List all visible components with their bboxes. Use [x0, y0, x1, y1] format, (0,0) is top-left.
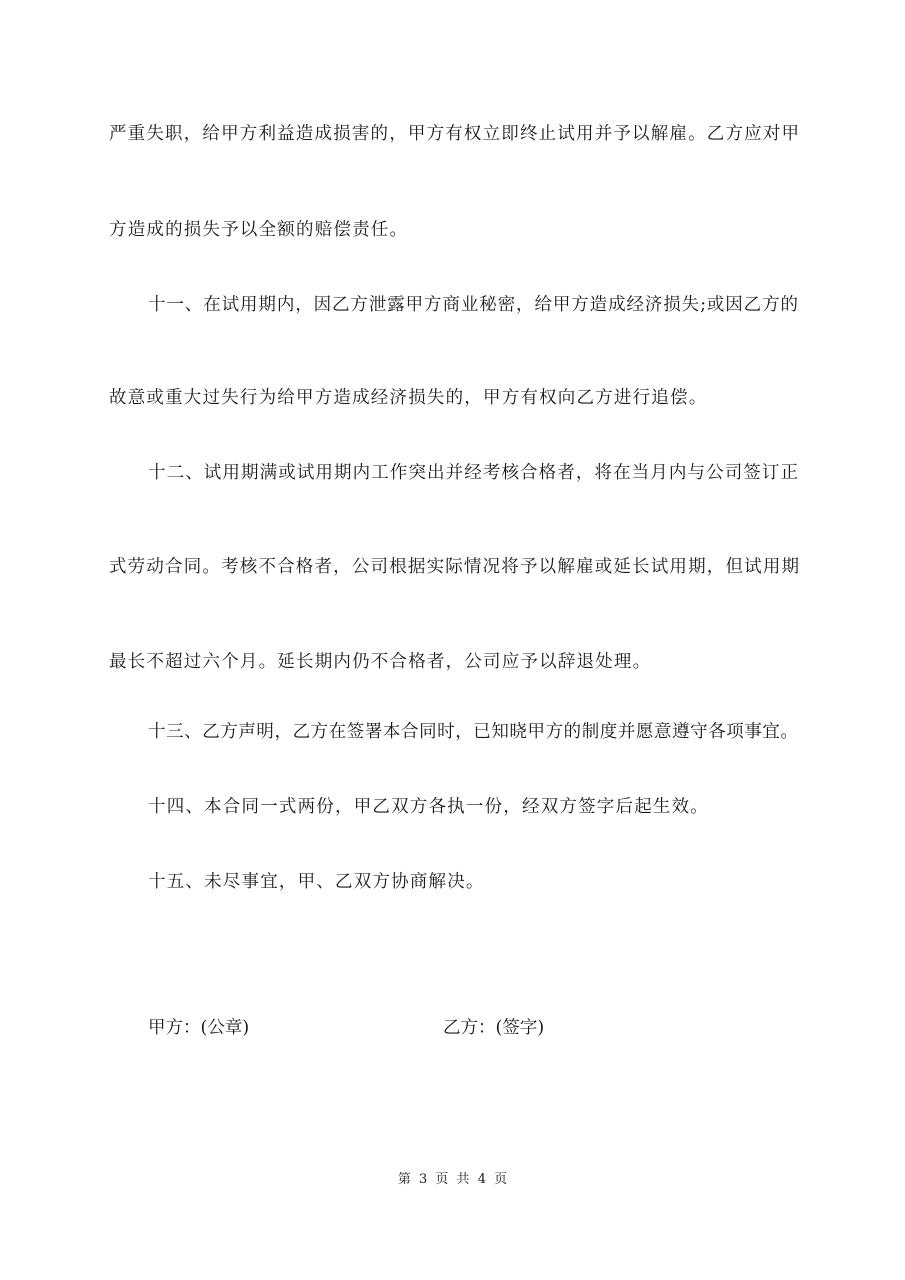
clause-11-line-2: 故意或重大过失行为给甲方造成经济损失的，甲方有权向乙方进行追偿。 [109, 388, 708, 408]
party-a-signature-label: 甲方：(公章) [148, 1018, 250, 1038]
clause-14: 十四、本合同一式两份，甲乙双方各执一份，经双方签字后起生效。 [148, 797, 709, 817]
clause-12-line-2: 式劳动合同。考核不合格者，公司根据实际情况将予以解雇或延长试用期，但试用期 [109, 557, 799, 577]
clause-15: 十五、未尽事宜，甲、乙双方协商解决。 [148, 872, 485, 892]
body-line-1: 严重失职，给甲方利益造成损害的，甲方有权立即终止试用并予以解雇。乙方应对甲 [109, 124, 799, 144]
page-number-footer: 第 3 页 共 4 页 [397, 1172, 508, 1187]
clause-11-line-1: 十一、在试用期内，因乙方泄露甲方商业秘密，给甲方造成经济损失;或因乙方的 [148, 295, 798, 315]
party-b-signature-label: 乙方：(签字) [443, 1018, 545, 1038]
clause-13: 十三、乙方声明，乙方在签署本合同时，已知晓甲方的制度并愿意遵守各项事宜。 [148, 722, 798, 742]
body-line-2: 方造成的损失予以全额的赔偿责任。 [109, 220, 409, 240]
clause-12-line-3: 最长不超过六个月。延长期内仍不合格者，公司应予以辞退处理。 [109, 652, 652, 672]
clause-12-line-1: 十二、试用期满或试用期内工作突出并经考核合格者，将在当月内与公司签订正 [148, 463, 798, 483]
